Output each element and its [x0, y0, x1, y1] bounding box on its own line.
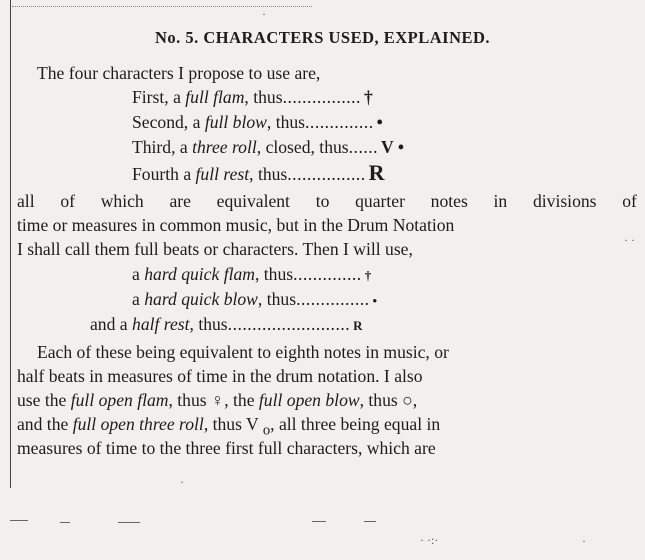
half-character-line-blow: a hard quick blow, thus............... •	[132, 289, 378, 309]
para2-line3: use the full open flam, thus ♀, the full open blow, thus ○,	[17, 390, 418, 410]
para1-line2: time or measures in common music, but in the Drum Notation	[17, 215, 455, 235]
para2-line5: measures of time to the three first full characters, which are	[17, 438, 436, 458]
scan-mark	[364, 521, 376, 522]
clipped-previous-line	[12, 0, 312, 7]
scan-mark	[60, 522, 70, 523]
full-blow-symbol: •	[376, 112, 383, 132]
three-roll-symbol: V •	[381, 137, 404, 157]
character-line-first: First, a full flam, thus................ †	[132, 87, 373, 107]
scan-mark	[312, 521, 326, 522]
scan-speck: · ·:·	[420, 533, 439, 547]
character-line-fourth: Fourth a full rest, thus................ R	[132, 160, 385, 185]
para2-line1: Each of these being equivalent to eighth notes in music, or	[37, 342, 449, 362]
half-character-line-rest: and a half rest, thus......................... R	[90, 314, 363, 334]
scan-mark	[118, 522, 140, 523]
full-flam-symbol: †	[363, 87, 373, 107]
intro-line: The four characters I propose to use are,	[37, 63, 321, 83]
half-character-line-flam: a hard quick flam, thus.............. †	[132, 264, 372, 284]
hard-quick-flam-symbol: †	[364, 268, 372, 283]
scan-speck: ·	[262, 7, 266, 21]
scan-speck: ·	[582, 534, 586, 548]
para2-line2: half beats in measures of time in the drum notation. I also	[17, 366, 423, 386]
half-rest-symbol: R	[353, 318, 363, 333]
para1-line3: I shall call them full beats or characters. Then I will use,	[17, 239, 413, 259]
column-rule	[10, 0, 11, 488]
hard-quick-blow-symbol: •	[372, 293, 378, 308]
full-rest-symbol: R	[368, 160, 385, 185]
character-line-third: Third, a three roll, closed, thus...... V •	[132, 137, 404, 157]
para2-line4: and the full open three roll, thus V $_o$, all three being equal in	[17, 414, 441, 439]
scan-speck: ·	[180, 475, 184, 489]
scan-mark	[10, 520, 28, 521]
para1-line1: all of which are equivalent to quarter notes in divisions of	[17, 191, 637, 211]
section-heading: No. 5. CHARACTERS USED, EXPLAINED.	[154, 28, 491, 47]
scan-speck: · ·	[624, 233, 635, 247]
character-line-second: Second, a full blow, thus.............. •	[132, 112, 383, 132]
